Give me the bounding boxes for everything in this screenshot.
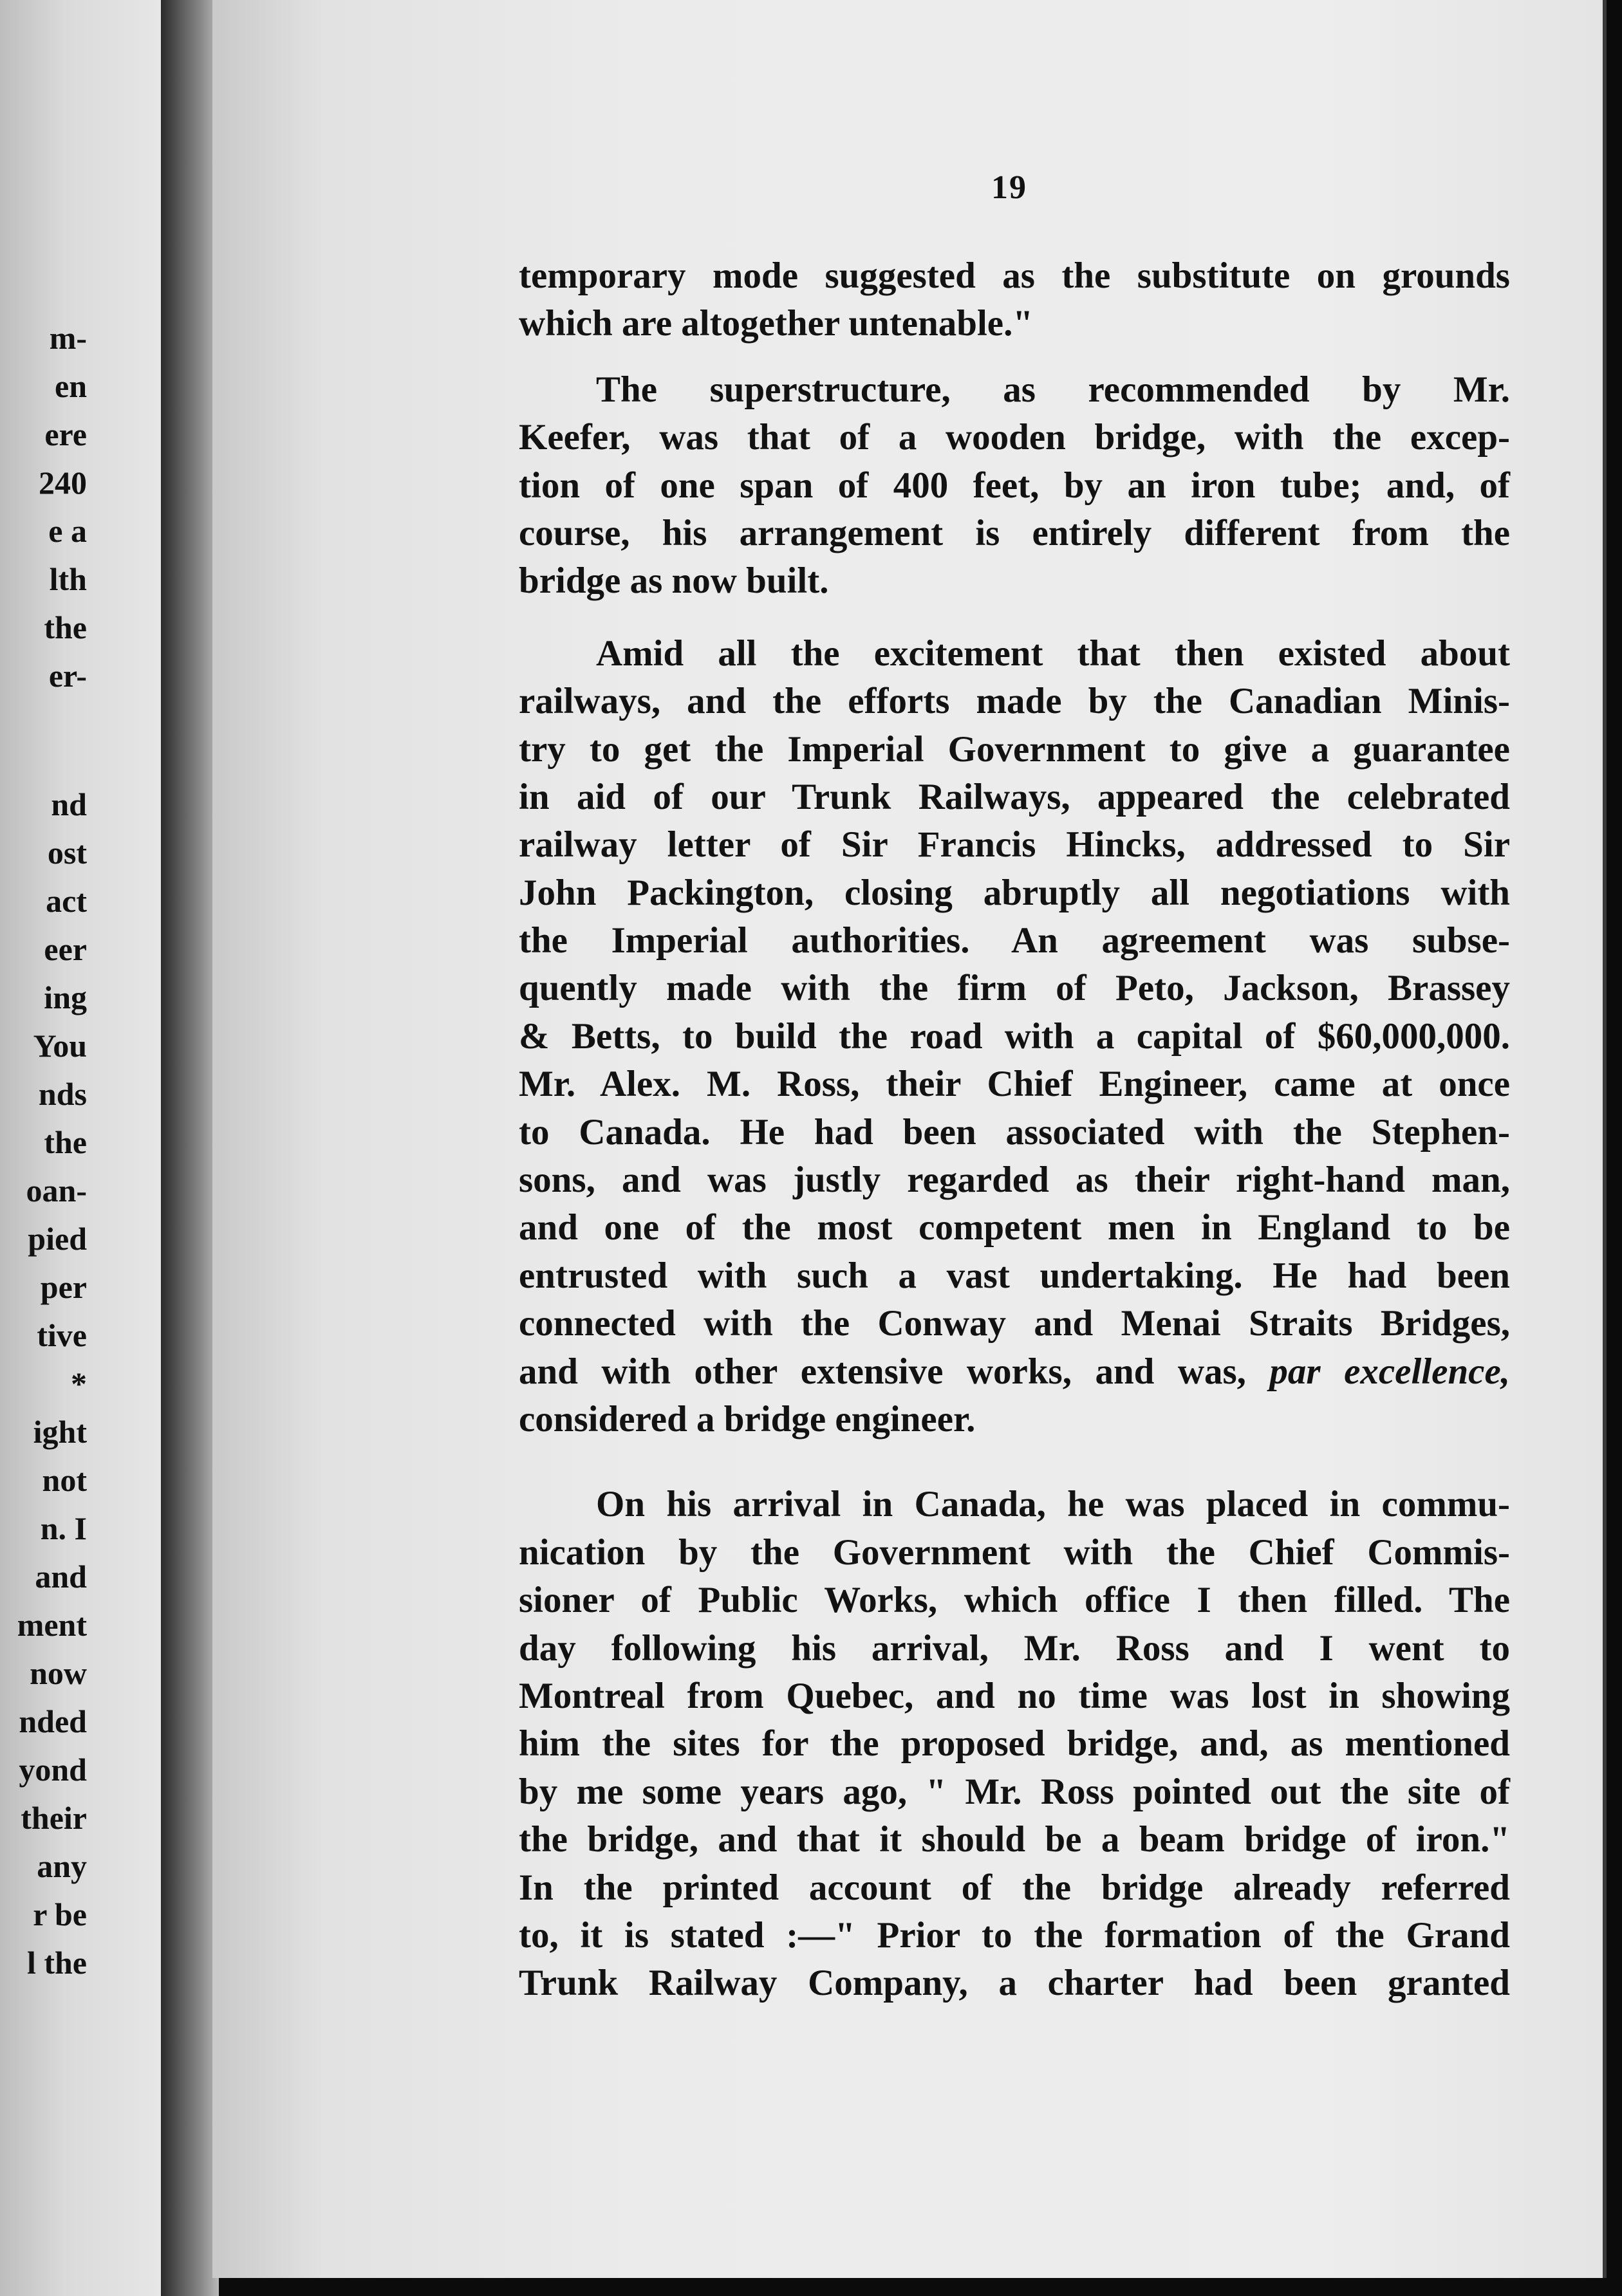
text-line: sons, and was justly regarded as their right-hand man, [519,1160,1510,1201]
book-gutter [161,0,219,2296]
left-page-text-fragment: r be [33,1896,87,1932]
text-line: to Canada. He had been associated with the Stephen- [519,1111,1510,1153]
italic-phrase: par excellence, [1269,1351,1510,1392]
text-line: & Betts, to build the road with a capital of $60,000,000. [519,1015,1510,1057]
text-line: On his arrival in Canada, he was placed in commu- [596,1484,1510,1525]
text-line: day following his arrival, Mr. Ross and I went to [519,1627,1510,1669]
left-page-text-fragment: * [71,1366,87,1402]
text-line: sioner of Public Works, which office I then filled. The [519,1580,1510,1621]
text-line: the Imperial authorities. An agreement was subse- [519,920,1510,961]
text-line: Amid all the excitement that then existed about [596,633,1510,674]
text-line: temporary mode suggested as the substitute on grounds [519,255,1510,296]
text-line: which are altogether untenable." [519,303,1034,344]
text-line: the bridge, and that it should be a beam bridge of iron." [519,1819,1510,1860]
left-page-text-fragment: ight [33,1414,87,1450]
left-page-text-fragment: en [55,368,87,404]
text-line: Keefer, was that of a wooden bridge, with the excep- [519,417,1510,458]
paragraph-2 [519,366,1510,606]
left-page-text-fragment: er- [48,658,87,694]
text-line: tion of one span of 400 feet, by an iron tube; and, of [519,465,1510,506]
text-line: Montreal from Quebec, and no time was lost in showing [519,1675,1510,1716]
left-page-text-fragment: eer [44,931,87,967]
text-line-with-italic [519,1348,1510,1396]
left-page-text-fragment: the [44,609,87,645]
left-page-text-fragment: yond [19,1752,87,1788]
left-page-text-fragment: act [46,883,87,919]
left-page-text-fragment: ment [17,1607,87,1643]
text-line: Mr. Alex. M. Ross, their Chief Engineer, came at once [519,1064,1510,1105]
left-page-text-fragment: and [35,1559,87,1595]
paragraph-1 [519,252,1510,348]
left-page-text-fragment: tive [37,1317,87,1353]
paragraph-4 [519,1481,1510,2007]
main-page [212,0,1607,2278]
left-page-text-fragment: ost [47,835,87,871]
left-page-text-fragment: lth [49,561,87,597]
text-line: considered a bridge engineer. [519,1398,976,1440]
left-page-text-fragment: the [44,1124,87,1160]
text-segment: and with other extensive works, and was, [519,1351,1246,1392]
left-page-text-fragment: m- [49,320,87,356]
text-line: him the sites for the proposed bridge, and, as mentioned [519,1723,1510,1764]
left-page-text-fragment: l the [26,1945,87,1981]
text-line: nication by the Government with the Chief Commis- [519,1532,1510,1573]
left-page-text-fragment: oan- [26,1172,87,1208]
left-page-text-fragment: any [37,1848,87,1884]
text-line: John Packington, closing abruptly all negotiations with [519,872,1510,913]
text-line: to, it is stated :—" Prior to the formation of the Grand [519,1914,1510,1956]
left-page-text-fragment: e a [48,513,87,549]
text-line: course, his arrangement is entirely different from the [519,512,1510,553]
text-line: railways, and the efforts made by the Canadian Minis- [519,681,1510,722]
left-page-text-fragment: nd [51,786,87,822]
text-line: In the printed account of the bridge already referred [519,1867,1510,1908]
text-line: in aid of our Trunk Railways, appeared the celebrated [519,776,1510,817]
left-page-text-fragment: 240 [39,465,87,501]
text-line: by me some years ago, " Mr. Ross pointed out the site of [519,1771,1510,1812]
text-line: and one of the most competent men in England to be [519,1207,1510,1248]
left-page-text-fragment: per [40,1269,87,1305]
text-column [519,252,1510,2008]
text-line: connected with the Conway and Menai Straits Bridges, [519,1303,1510,1344]
text-line: Trunk Railway Company, a charter had been granted [519,1963,1510,2004]
page-number: 19 [991,169,1027,206]
left-page-text-fragment: nded [19,1703,87,1739]
left-page-text-fragment: You [33,1028,87,1064]
text-line: bridge as now built. [519,560,829,602]
left-page-text-fragment: pied [28,1221,87,1257]
left-page-fragment [0,0,161,2296]
left-page-text-fragment: n. I [40,1510,87,1546]
left-page-text-fragment: not [42,1462,87,1498]
text-line: quently made with the firm of Peto, Jackson, Brassey [519,968,1510,1009]
left-page-text-fragment: ere [44,416,87,452]
left-page-text-fragment: ing [44,979,87,1015]
text-line: entrusted with such a vast undertaking. He had been [519,1255,1510,1296]
left-page-text-fragment: nds [38,1076,87,1112]
text-line: railway letter of Sir Francis Hincks, addressed to Sir [519,824,1510,866]
left-page-text-fragment: now [30,1655,87,1691]
text-line: The superstructure, as recommended by Mr. [596,369,1510,410]
left-page-text-fragment: their [21,1800,87,1836]
paragraph-3 [519,630,1510,1444]
text-line: try to get the Imperial Government to give a guarantee [519,728,1510,770]
